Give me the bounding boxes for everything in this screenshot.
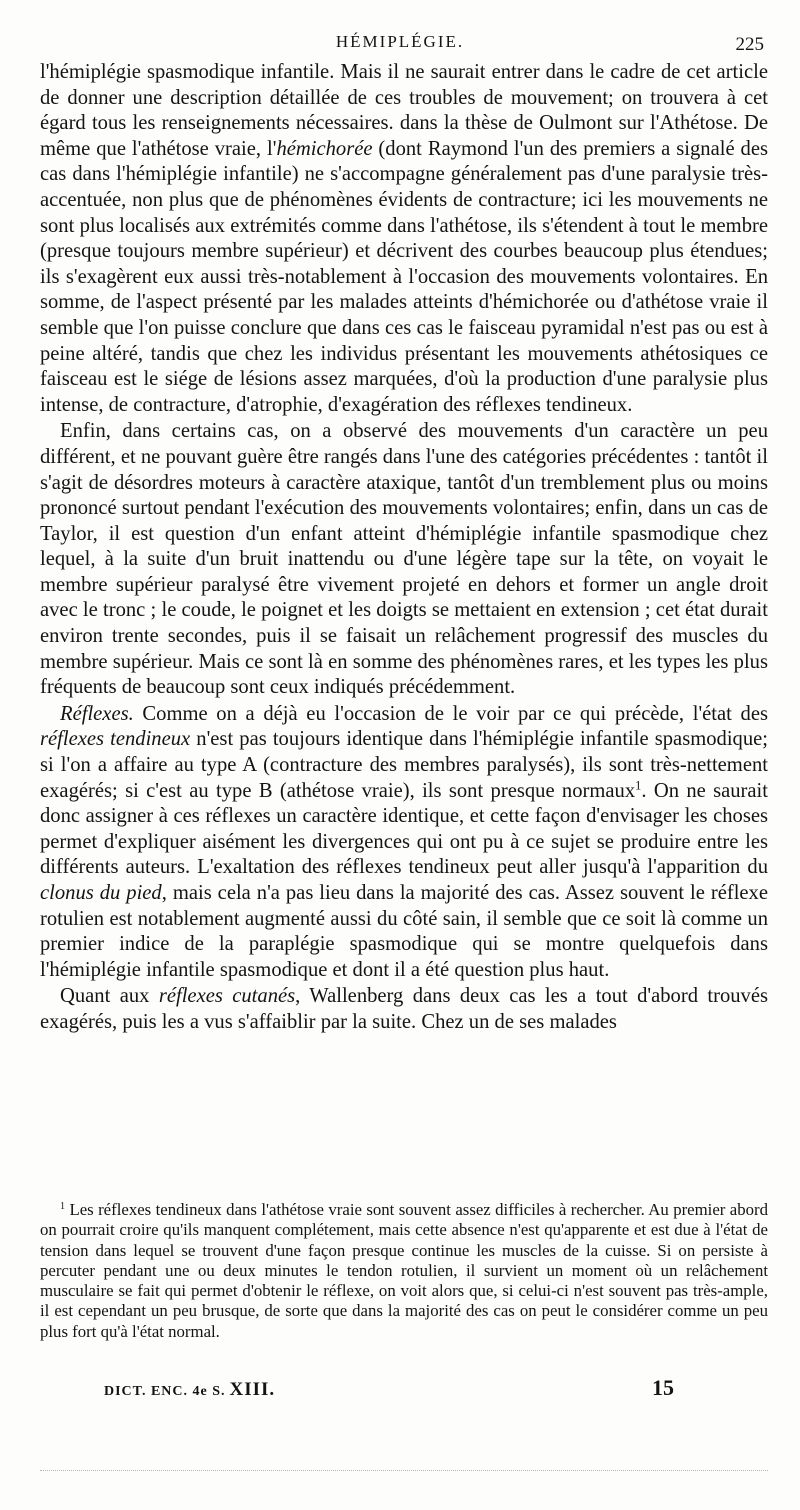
text-run: Comme on a déjà eu l'occasion de le voir par ce qui précède, l'état des xyxy=(133,702,768,725)
text-run: Quant aux xyxy=(60,985,159,1008)
volume-number: XIII. xyxy=(229,1379,276,1400)
text-run: n'est pas toujours identique dans l'hémiplégie infantile spasmodique; si l'on a affaire au type A (contracture des membres paralysés), ils sont très-nettement exagérés; si c'est au type B (athétose vraie), ils sont presque normaux xyxy=(40,728,768,802)
text-run: . On ne saurait donc assigner à ces réflexes un caractère identique, et cette façon d'envisager les choses permet d'expliquer aisément les divergences qui ont pu à ce sujet se produire entre les différents auteurs. L'exaltation des réflexes tendineux peut aller jusqu'à l'apparition du xyxy=(40,779,769,879)
running-title: HÉMIPLÉGIE. xyxy=(335,32,465,51)
paragraph-reflexes xyxy=(40,702,768,984)
text-run: , mais cela n'a pas lieu dans la majorité des cas. Assez souvent le réflexe rotulien est notablement augmenté aussi du côté sain, il semble que ce soit là comme un premier indice de la paraplégie spasmodique qui se montre quelquefois dans l'hémiplégie infantile spasmodique et dont il a été question plus haut. xyxy=(40,882,768,981)
paragraph-autres-mouvements: Enfin, dans certains cas, on a observé des mouvements d'un caractère un peu différent, et ne pouvant guère être rangés dans l'une des catégories précédentes : tantôt il s'agit de désordres moteurs à caractère ataxique, tantôt d'un tremblement plus ou moins prononcé surtout pendant l'exécution des mouvements volontaires; enfin, dans un cas de Taylor, il est question d'un enfant atteint d'hémiplégie infantile spasmodique chez lequel, à la suite d'un bruit inattendu ou d'une légère tape sur la tête, on voyait le membre supérieur paralysé être vivement projeté en dehors et former un angle droit avec le tronc ; le coude, le poignet et les doigts se mettaient en extension ; cet état durait environ trente secondes, puis il se faisait un relâchement progressif des muscles du membre supérieur. Mais ce sont là en somme des phénomènes rares, et les types les plus fréquents de beaucoup sont ceux indiqués précédemment. xyxy=(40,420,768,699)
paragraph-athetose-hemichoree xyxy=(40,60,768,418)
italic-term-reflexes-cutanes: réflexes cutanés xyxy=(158,985,296,1008)
printer-signature xyxy=(104,1379,275,1401)
section-heading-reflexes: Réflexes. xyxy=(60,702,134,725)
text-run: (dont Raymond l'un des premiers a signalé des cas dans l'hémiplégie infantile) ne s'accompagne généralement pas d'une paralysie très-accentuée, non plus que de phénomènes évidents de contracture; ici les mouvements ne sont plus localisés aux extrémités comme dans l'athétose, ils s'étendent à tout le membre (presque toujours membre supérieur) et décrivent des courbes beaucoup plus étendues; ils s'exagèrent eux aussi très-notablement à l'occasion des mouvements volontaires. En somme, de l'aspect présenté par les malades atteints d'hémichorée ou d'athétose vraie il semble que l'on puisse conclure que dans ces cas le faisceau pyramidal n'est pas ou est à peine altéré, tandis que chez les individus présentant les mouvements athétosiques ce faisceau est le siége de lésions assez marquées, d'où la production d'une paralysie plus intense, de contracture, d'atrophie, d'exagération des réflexes tendineux. xyxy=(40,137,768,416)
sheet-number: 15 xyxy=(652,1375,674,1400)
italic-term-reflexes-tendineux: réflexes tendineux xyxy=(40,728,191,751)
page-number: 225 xyxy=(735,34,764,55)
italic-term-clonus-du-pied: clonus du pied xyxy=(40,882,162,904)
footnotes xyxy=(40,1200,768,1342)
paragraph-reflexes-cutanes xyxy=(40,984,768,1035)
main-text xyxy=(40,60,768,1036)
text-run: , Wallenberg dans deux cas les a tout d'abord trouvés exagérés, puis les a vus s'affaiblir par la suite. Chez un de ses malades xyxy=(40,985,769,1033)
italic-term-hemichoree: hémichorée xyxy=(276,137,373,160)
footnote-reference[interactable]: 1 xyxy=(635,778,642,793)
signature-text: DICT. ENC. 4e S. xyxy=(104,1384,226,1399)
text-run: l'hémiplégie spasmodique infantile. Mais il ne saurait entrer dans le cadre de cet article de donner une description détaillée de ces troubles de mouvement; on trouvera à cet égard tous les renseignements nécessaires. dans la thèse de Oulmont sur l'Athétose. De même que l'athétose vraie, l' xyxy=(40,61,768,160)
page-footer xyxy=(0,1375,800,1405)
footnote-text: Les réflexes tendineux dans l'athétose vraie sont souvent assez difficiles à rechercher. Au premier abord on pourrait croire qu'ils manquent complétement, mais cette absence n'est qu'apparente et est due à l'état de tension dans lequel se trouvent d'une façon presque continue les muscles de la cuisse. Si on persiste à percuter pendant une ou deux minutes le tendon rotulien, il survient un moment où un relâchement musculaire se fait qui permet d'obtenir le réflexe, on voit alors que, si celui-ci n'est souvent pas très-ample, il est cependant un peu brusque, de sorte que dans la majorité des cas on peut le considérer comme un peu plus fort qu'à l'état normal. xyxy=(40,1200,768,1341)
footnote-1 xyxy=(40,1200,768,1342)
bottom-rule xyxy=(40,1470,768,1471)
page-header xyxy=(0,32,800,60)
footnote-marker: 1 xyxy=(60,1200,66,1212)
